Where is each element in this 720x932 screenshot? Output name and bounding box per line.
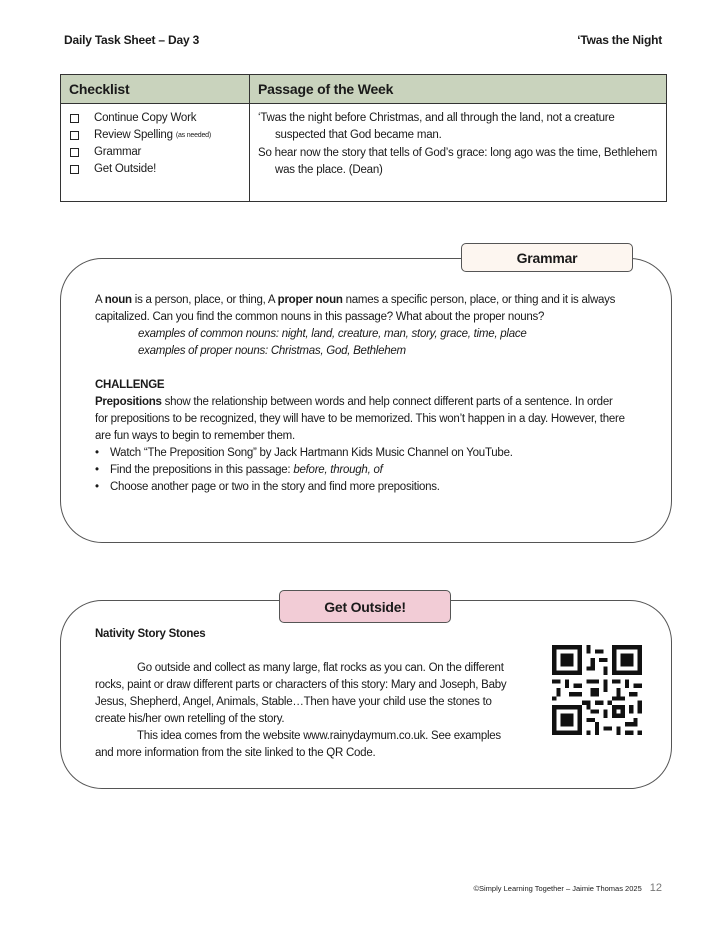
grammar-tab: Grammar <box>461 243 633 272</box>
checklist-item-label: Continue Copy Work <box>94 112 197 124</box>
checklist-item-label: Review Spelling <box>94 129 173 141</box>
checklist-cell <box>61 104 250 202</box>
grammar-content <box>95 292 625 496</box>
checklist-item-note: (as needed) <box>175 132 211 139</box>
header-story-title: ‘Twas the Night <box>577 33 662 47</box>
bullet-item: • Choose another page or two in the story and find more prepositions. <box>95 479 625 496</box>
passage-cell <box>250 104 667 202</box>
checklist-item[interactable] <box>69 144 241 161</box>
passage-line: ‘Twas the night before Christmas, and all through the land, not a creature suspected that God became man. <box>258 112 615 141</box>
checklist-item-label: Grammar <box>94 146 142 158</box>
copyright: ©Simply Learning Together – Jaimie Thomas 2025 <box>473 883 642 893</box>
checkbox-icon[interactable] <box>70 131 79 140</box>
bullet-item <box>95 462 625 479</box>
footer <box>473 882 662 894</box>
term-proper-noun: proper noun <box>277 294 343 306</box>
checkbox-icon[interactable] <box>70 165 79 174</box>
source-paragraph: This idea comes from the website www.rainydaymum.co.uk. See examples and more information from the site linked to the QR Code. <box>95 730 501 759</box>
checklist <box>69 110 241 178</box>
text-run: Find the prepositions in this passage: <box>110 464 294 476</box>
preposition-list: before, through, of <box>293 464 383 476</box>
proper-noun-examples: examples of proper nouns: Christmas, God, Bethlehem <box>138 345 406 357</box>
checklist-item-label: Get Outside! <box>94 163 157 175</box>
text-run: show the relationship between words and help connect different parts of a sentence. In order for prepositions to be recognized, they will have to be memorized. This won’t happen in a day. However, there are fun ways to begin to remember them. <box>95 396 625 442</box>
header-title: Daily Task Sheet – Day 3 <box>64 33 200 47</box>
qr-code-icon[interactable] <box>552 645 642 735</box>
challenge-heading: CHALLENGE <box>95 379 165 391</box>
checklist-item[interactable] <box>69 161 241 178</box>
term-prepositions: Prepositions <box>95 396 162 408</box>
prepositions-paragraph <box>95 394 625 445</box>
checklist-item[interactable] <box>69 127 241 144</box>
get-outside-content <box>95 626 515 762</box>
task-table <box>60 74 667 202</box>
passage-header: Passage of the Week <box>250 75 667 104</box>
passage-line: So hear now the story that tells of God’s grace: long ago was the time, Bethlehem was the place. (Dean) <box>258 147 658 176</box>
get-outside-tab: Get Outside! <box>279 590 451 623</box>
activity-title: Nativity Story Stones <box>95 628 206 640</box>
page-number: 12 <box>649 882 662 894</box>
checkbox-icon[interactable] <box>70 114 79 123</box>
checklist-item[interactable] <box>69 110 241 127</box>
common-noun-examples: examples of common nouns: night, land, creature, man, story, grace, time, place <box>138 328 527 340</box>
checkbox-icon[interactable] <box>70 148 79 157</box>
noun-definition <box>95 292 625 326</box>
text-run: names a specific person, place, or thing and it is always capitalized. Can you find the common nouns in this passage? What about the proper nouns? <box>95 294 616 323</box>
bullet-item: • Watch “The Preposition Song” by Jack Hartmann Kids Music Channel on YouTube. <box>95 445 625 462</box>
text-run: A <box>95 294 105 306</box>
checklist-header: Checklist <box>61 75 250 104</box>
activity-paragraph: Go outside and collect as many large, flat rocks as you can. On the different rocks, paint or draw different parts or characters of this story: Mary and Joseph, Baby Jesus, Shepherd, Angel, Animals, Stable…Then have your child use the stones to create his/her own retelling of the story. <box>95 662 507 725</box>
term-noun: noun <box>104 294 132 306</box>
text-run: is a person, place, or thing, A <box>131 294 278 306</box>
